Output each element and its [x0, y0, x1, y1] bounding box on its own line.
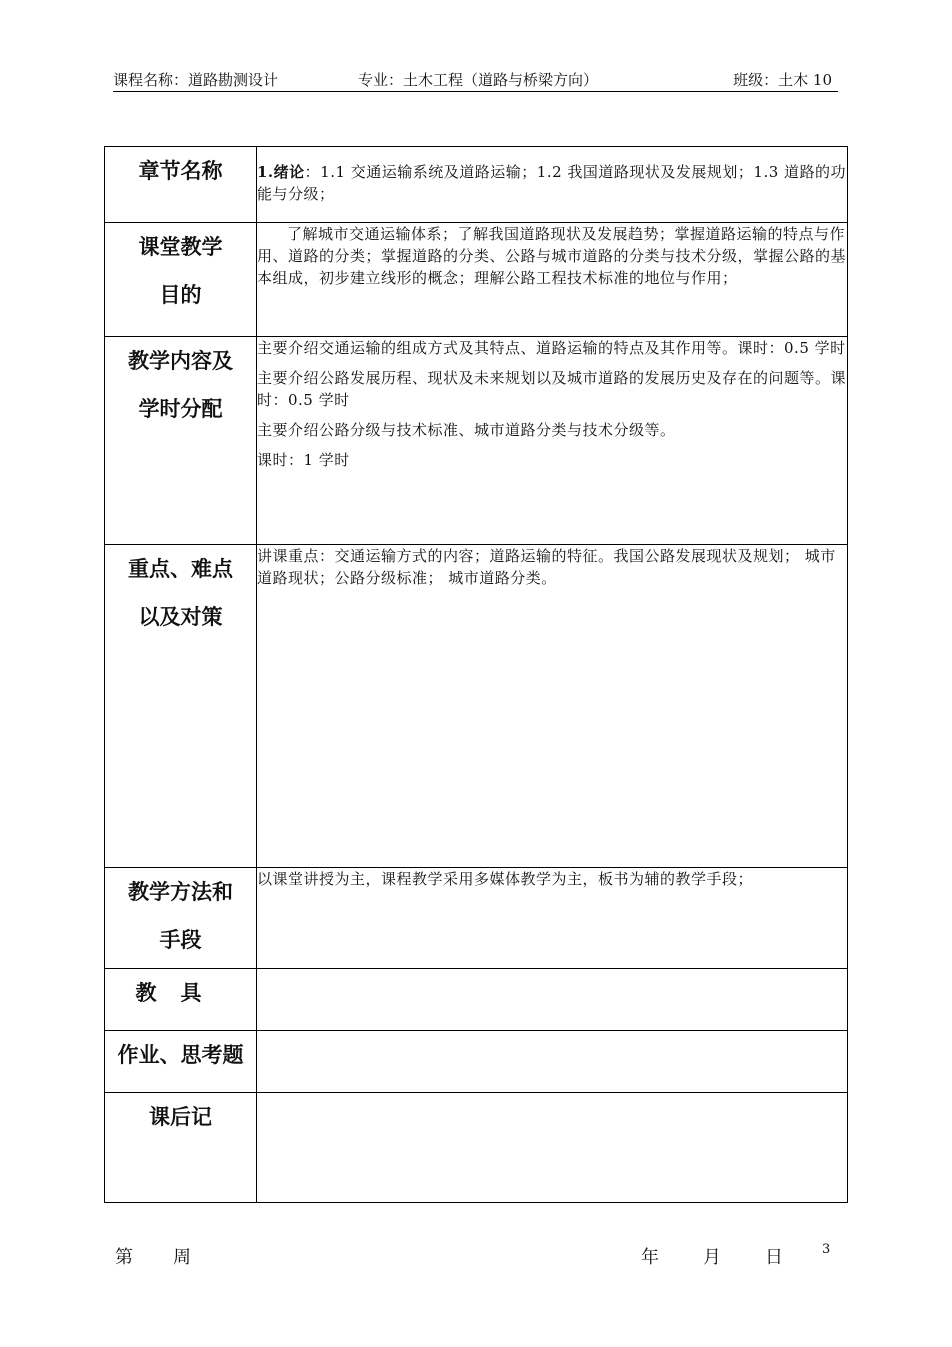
row-keypoints	[105, 545, 848, 868]
header-class: 班级：土木 10	[733, 71, 832, 89]
footer-year: 年	[641, 1247, 659, 1268]
row-tools	[105, 969, 848, 1031]
row-homework	[105, 1031, 848, 1093]
page-number: 3	[822, 1242, 831, 1257]
row-chapter	[105, 147, 848, 223]
label-tools-text: 教具	[135, 981, 226, 1005]
method-text: 以课堂讲授为主，课程教学采用多媒体教学为主，板书为辅的教学手段；	[257, 870, 754, 888]
chapter-lead: 1.绪论	[257, 163, 305, 181]
label-method-line1: 教学方法和	[128, 880, 233, 904]
footer-day: 日	[765, 1247, 783, 1268]
footer-week	[115, 1243, 191, 1269]
label-chapter: 章节名称	[105, 147, 257, 223]
footer-date	[641, 1243, 783, 1269]
label-objective-line1: 课堂教学	[138, 235, 223, 259]
label-keypoints-line1: 重点、难点	[128, 557, 233, 581]
label-keypoints-line2: 以及对策	[138, 605, 223, 629]
label-content-line1: 教学内容及	[128, 349, 233, 373]
keypoints-text: 讲课重点：交通运输方式的内容；道路运输的特征。我国公路发展现状及规划； 城市道路现状；公路分级标准； 城市道路分类。	[257, 547, 836, 587]
label-objective	[105, 223, 257, 337]
lesson-plan-table	[104, 146, 848, 1203]
content-objective	[257, 223, 848, 337]
content-chapter	[257, 147, 848, 223]
footer-month: 月	[703, 1247, 721, 1268]
footer-week-prefix: 第	[115, 1247, 133, 1268]
content-paragraph: 课时：1 学时	[257, 451, 350, 469]
label-content	[105, 337, 257, 545]
label-method	[105, 868, 257, 969]
label-homework: 作业、思考题	[105, 1031, 257, 1093]
label-content-line2: 学时分配	[138, 397, 223, 421]
content-notes	[257, 1093, 848, 1203]
content-homework	[257, 1031, 848, 1093]
label-method-line2: 手段	[159, 928, 202, 952]
content-paragraph: 主要介绍公路分级与技术标准、城市道路分类与技术分级等。	[257, 421, 676, 439]
content-allocation	[257, 337, 848, 545]
header-course: 课程名称：道路勘测设计	[113, 71, 279, 89]
content-tools	[257, 969, 848, 1031]
label-notes: 课后记	[105, 1093, 257, 1203]
content-paragraph: 主要介绍交通运输的组成方式及其特点、道路运输的特点及其作用等。课时：0.5 学时	[257, 339, 846, 357]
content-paragraph: 主要介绍公路发展历程、现状及未来规划以及城市道路的发展历史及存在的问题等。课时：0.5 学时	[257, 369, 847, 409]
content-method	[257, 868, 848, 969]
content-keypoints	[257, 545, 848, 868]
label-keypoints	[105, 545, 257, 868]
chapter-text: ：1.1 交通运输系统及道路运输；1.2 我国道路现状及发展规划；1.3 道路的功能与分级；	[257, 163, 847, 203]
row-notes	[105, 1093, 848, 1203]
objective-text: 了解城市交通运输体系；了解我国道路现状及发展趋势；掌握道路运输的特点与作用、道路的分类；掌握道路的分类、公路与城市道路的分类与技术分级，掌握公路的基本组成，初步建立线形的概念；理解公路工程技术标准的地位与作用；	[257, 225, 847, 287]
header-major: 专业：土木工程（道路与桥梁方向）	[358, 71, 599, 89]
row-objective	[105, 223, 848, 337]
row-method	[105, 868, 848, 969]
row-content	[105, 337, 848, 545]
footer-week-suffix: 周	[173, 1247, 191, 1268]
page-header	[113, 69, 838, 92]
label-tools	[105, 969, 257, 1031]
label-objective-line2: 目的	[159, 283, 202, 307]
